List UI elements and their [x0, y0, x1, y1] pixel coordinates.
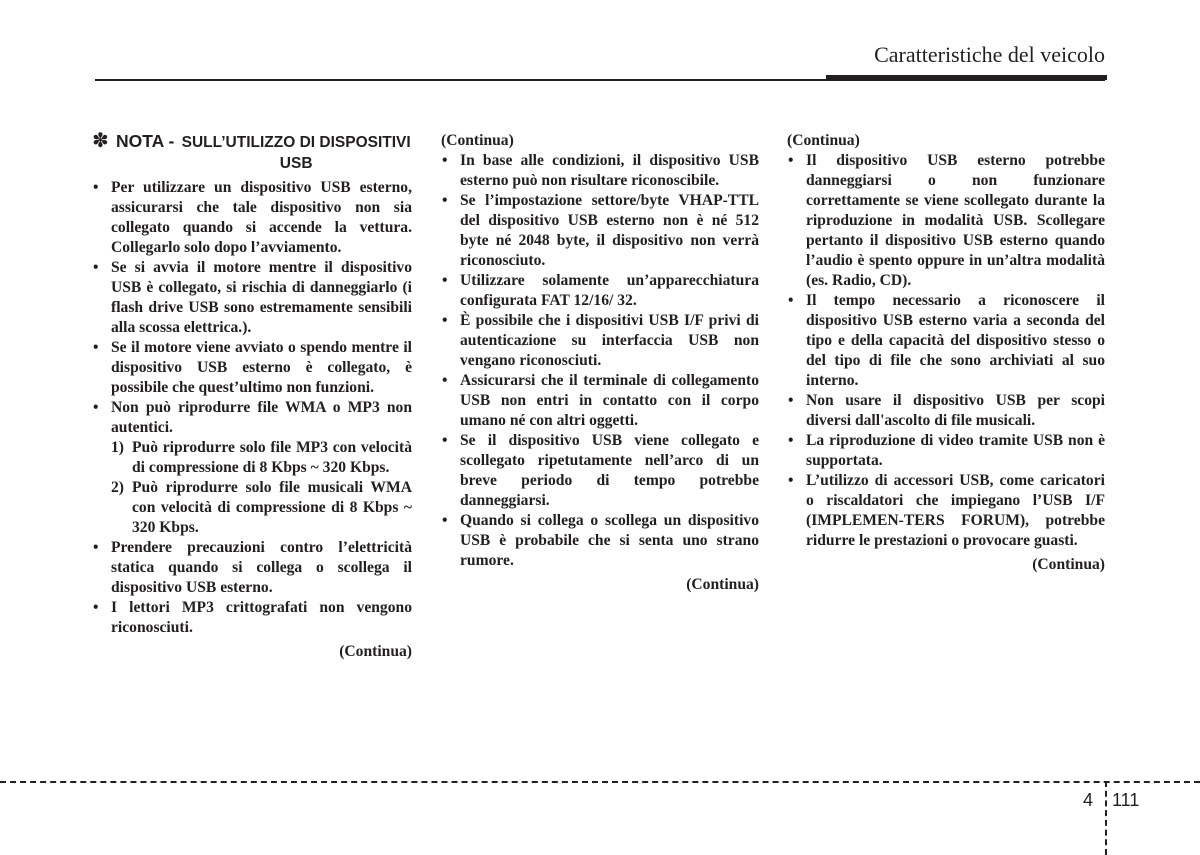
- list-item: • Se l’impostazione settore/byte VHAP-TTL del dispositivo USB esterno non è né 512 byte né 2048 byte, il dispositivo non verrà riconosciuto.: [442, 192, 759, 269]
- list-item: • L’utilizzo di accessori USB, come caricatori o riscaldatori che impiegano l’USB I/F (IMPLEMEN-TERS FORUM), potrebbe ridurre le prestazioni o provocare guasti.: [788, 472, 1105, 549]
- list-item: • Il dispositivo USB esterno potrebbe danneggiarsi o non funzionare correttamente se viene scollegato durante la riproduzione in modalità USB. Scollegare pertanto il dispositivo USB esterno quando l’audio è spento oppure in un’altra modalità (es. Radio, CD).: [788, 152, 1105, 289]
- list-item: • Il tempo necessario a riconoscere il dispositivo USB esterno varia a seconda del tipo e della capacità del dispositivo stesso o del tipo di file che sono archiviati al suo interno.: [788, 292, 1105, 389]
- bullet-list: [441, 151, 759, 571]
- bullet-list: [787, 151, 1105, 551]
- list-item: • È possibile che i dispositivi USB I/F privi di autenticazione su interfaccia USB non vengano riconosciuti.: [442, 312, 759, 369]
- list-item: • Se il motore viene avviato o spendo mentre il dispositivo USB esterno è collegato, è possibile che quest’ultimo non funzioni.: [93, 339, 412, 396]
- text-column-3: [787, 131, 1105, 575]
- note-star-icon: ✽: [92, 130, 109, 152]
- numbered-sub-item: 2) Può riprodurre solo file musicali WMA con velocità di compressione di 8 Kbps ~ 320 Kbps.: [111, 479, 412, 536]
- page-header-title: Caratteristiche del veicolo: [874, 42, 1105, 67]
- chapter-number: 4: [1083, 790, 1094, 810]
- continued-label: (Continua): [339, 643, 412, 660]
- bullet-list: [92, 538, 412, 638]
- bullet-list: [92, 178, 412, 438]
- list-item: • Se si avvia il motore mentre il dispositivo USB è collegato, si rischia di danneggiarlo (i flash drive USB sono estremamente sensibili alla scossa elettrica.).: [93, 259, 412, 336]
- footer-dashed-rule: [0, 781, 1200, 783]
- continued-label: (Continua): [441, 132, 514, 149]
- text-column-1: [92, 131, 412, 662]
- list-item: • Quando si collega o scollega un dispositivo USB è probabile che si senta uno strano rumore.: [442, 512, 759, 569]
- list-item: • Per utilizzare un dispositivo USB esterno, assicurarsi che tale dispositivo non sia collegato quando si accende la vettura. Collegarlo solo dopo l’avviamento.: [93, 179, 412, 256]
- list-item: • Utilizzare solamente un’apparecchiatura configurata FAT 12/16/ 32.: [442, 272, 759, 309]
- list-item: • La riproduzione di video tramite USB non è supportata.: [788, 432, 1105, 469]
- note-heading: [92, 131, 412, 174]
- list-item: • In base alle condizioni, il dispositivo USB esterno può non risultare riconoscibile.: [442, 152, 759, 189]
- list-item: • Non può riprodurre file WMA o MP3 non autentici.: [93, 399, 412, 436]
- header-rule-accent: [826, 75, 1107, 80]
- list-item: • Assicurarsi che il terminale di collegamento USB non entri in contatto con il corpo umano né con altri oggetti.: [442, 372, 759, 429]
- list-item: • I lettori MP3 crittografati non vengono riconosciuti.: [93, 599, 412, 636]
- continued-label: (Continua): [1032, 556, 1105, 573]
- list-item: • Prendere precauzioni contro l’elettricità statica quando si collega o scollega il dispositivo USB esterno.: [93, 539, 412, 596]
- page-number: 111: [1112, 790, 1140, 810]
- note-topic: SULL’UTILIZZO DI DISPOSITIVI USB: [181, 134, 411, 172]
- continued-label: (Continua): [787, 132, 860, 149]
- numbered-sub-item: 1) Può riprodurre solo file MP3 con velocità di compressione di 8 Kbps ~ 320 Kbps.: [111, 439, 412, 476]
- list-item: • Non usare il dispositivo USB per scopi diversi dall'ascolto di file musicali.: [788, 392, 1105, 429]
- continued-label: (Continua): [686, 576, 759, 593]
- text-column-2: [441, 131, 759, 595]
- note-label: NOTA -: [116, 131, 175, 151]
- list-item: • Se il dispositivo USB viene collegato e scollegato ripetutamente nell’arco di un breve periodo di tempo potrebbe danneggiarsi.: [442, 432, 759, 509]
- footer-dashed-divider: [1105, 781, 1107, 855]
